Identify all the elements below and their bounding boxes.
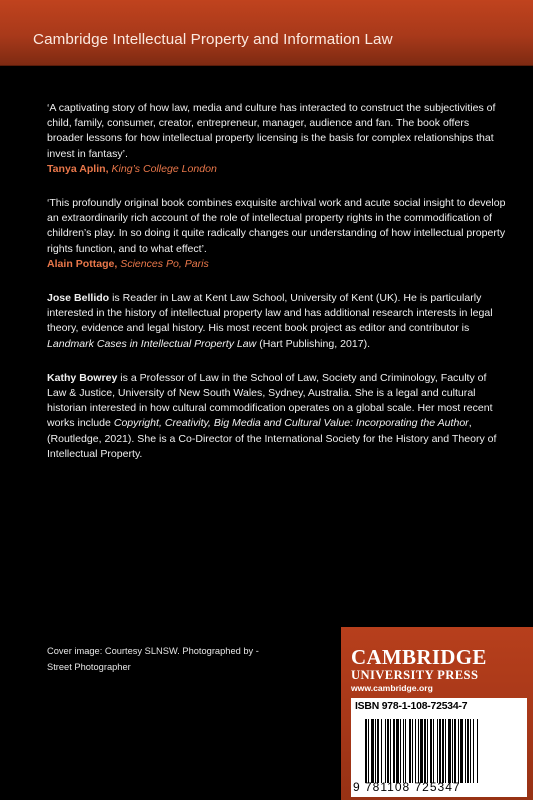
barcode-stripe [418,719,419,783]
barcode-stripe [427,719,428,783]
back-cover-text [47,101,507,481]
barcode-stripe [473,719,474,783]
publisher-block [341,627,533,800]
publisher-url: www.cambridge.org [351,683,433,693]
bio-text: , (Routledge, 2021). She is a Co-Director of the International Society for the History and Theory of Intellectual Property. [47,417,497,460]
barcode-stripe [445,719,446,783]
barcode-stripe [430,719,432,783]
barcode-stripe [415,719,416,783]
publisher-name: CAMBRIDGE [351,645,487,669]
barcode-stripe [448,719,451,783]
barcode-stripe [368,719,369,783]
barcode-stripe [452,719,453,783]
barcode-stripe [420,719,423,783]
bio-text: is a Professor of Law in the School of Law, Society and Criminology, Faculty of Law & Justice, University of New South Wales, Sydney, Australia. She is a legal and cultural historian interested in how cultural commodification operates on a global scale. Her most recent works include [47,371,493,430]
quote-author: Alain Pottage [47,257,115,270]
barcode-stripe [400,719,401,783]
barcode-stripe [371,719,374,783]
barcode-stripe [375,719,376,783]
barcode-digits: 9 781108 725347 [353,780,461,794]
barcode-stripe [385,719,386,783]
barcode-stripe [381,719,382,783]
barcode-stripe [387,719,389,783]
barcode-stripe [467,719,469,783]
barcode-stripe [433,719,434,783]
barcode-stripe [396,719,399,783]
author-bio-bellido [47,291,507,352]
barcode-stripe [477,719,478,783]
barcode-stripe [390,719,391,783]
barcode-stripe [470,719,471,783]
isbn-barcode [351,698,527,797]
bio-text: (Hart Publishing, 2017). [256,337,371,350]
publisher-press: UNIVERSITY PRESS [351,668,479,682]
author-name: Jose Bellido [47,292,110,305]
barcode-stripe [377,719,379,783]
barcode-stripe [393,719,395,783]
quote-text: ‘A captivating story of how law, media and culture has interacted to construct the subjectivities of child, family, consumer, creator, entrepreneur, manager, audience and fan. The book offers broader lessons for how intellectual property licensing is the basis for complex relationships that invest in fantasy’. [47,102,496,160]
barcode-stripe [460,719,463,783]
barcode-stripe [442,719,444,783]
barcode-stripe [437,719,438,783]
barcode-stripe [403,719,404,783]
barcode-stripe [409,719,411,783]
series-title: Cambridge Intellectual Property and Information Law [33,31,393,48]
barcode-icon [365,719,521,783]
barcode-stripe [424,719,426,783]
barcode-stripe [365,719,367,783]
barcode-stripe [405,719,406,783]
barcode-stripe [458,719,459,783]
quote-author: Tanya Aplin [47,162,106,175]
book-title: Copyright, Creativity, Big Media and Cultural Value: Incorporating the Author [113,417,469,430]
quote-attribution: Tanya Aplin, King’s College London [47,162,217,175]
barcode-stripe [439,719,441,783]
isbn-label: ISBN 978-1-108-72534-7 [355,701,468,712]
barcode-stripe [412,719,413,783]
book-title: Landmark Cases in Intellectual Property Law [47,337,257,350]
author-name: Kathy Bowrey [47,371,118,384]
quote-institution: King’s College London [111,162,217,175]
barcode-stripe [465,719,466,783]
endorsement-quote [47,196,507,272]
bio-text: is Reader in Law at Kent Law School, University of Kent (UK). He is particularly interested in the history of intellectual property law and has additional research interests in legal theory, evidence and legal history. His most recent book project as editor and contributor is [47,292,493,335]
quote-attribution: Alain Pottage, Sciences Po, Paris [47,257,209,270]
series-banner [0,0,533,66]
barcode-stripe [454,719,456,783]
quote-institution: Sciences Po, Paris [120,257,209,270]
cover-credit: Cover image: Courtesy SLNSW. Photographed by - Street Photographer [47,646,259,672]
quote-text: ‘This profoundly original book combines exquisite archival work and acute social insight to develop an extraordinarily rich account of the role of intellectual property rights in the commodification of children’s play. In so doing it quite radically changes our understanding of how intellectual property rights function, and to what effect’. [47,197,506,255]
author-bio-bowrey [47,371,507,462]
endorsement-quote [47,101,507,177]
